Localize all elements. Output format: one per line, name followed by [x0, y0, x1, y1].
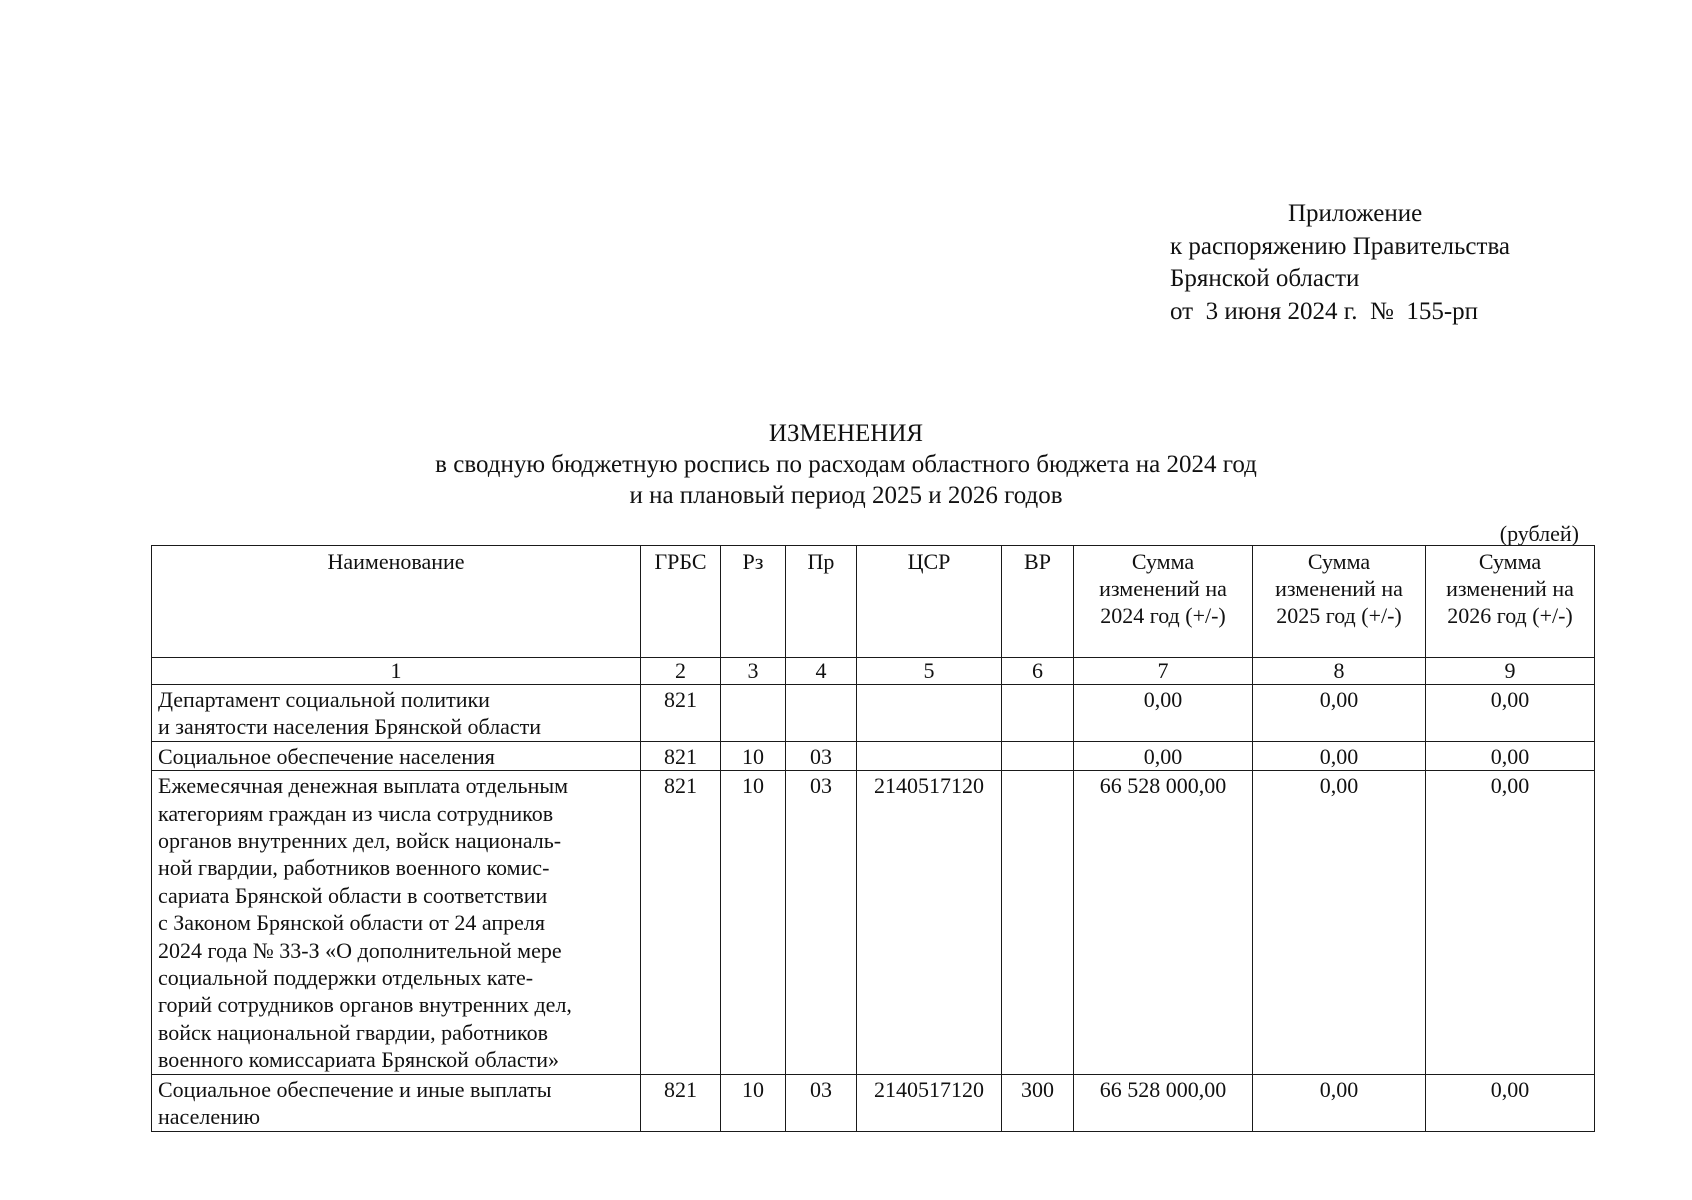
row-sum-2025: 0,00 — [1253, 685, 1426, 742]
row-rz: 10 — [721, 741, 786, 770]
row-sum-2026: 0,00 — [1426, 685, 1595, 742]
table-row — [152, 771, 1595, 1074]
column-number: 3 — [721, 658, 786, 685]
row-sum-2025: 0,00 — [1253, 1074, 1426, 1131]
row-sum-2026: 0,00 — [1426, 771, 1595, 1074]
row-grbs: 821 — [641, 741, 721, 770]
row-pr: 03 — [786, 771, 857, 1074]
header-csr: ЦСР — [857, 546, 1002, 658]
appendix-order-ref: к распоряжению Правительства — [1170, 232, 1511, 260]
row-sum-2026: 0,00 — [1426, 741, 1595, 770]
row-vr: 300 — [1002, 1074, 1074, 1131]
column-number-row — [152, 658, 1595, 685]
row-vr — [1002, 685, 1074, 742]
header-pr: Пр — [786, 546, 857, 658]
column-number: 7 — [1074, 658, 1253, 685]
column-number: 9 — [1426, 658, 1595, 685]
row-grbs: 821 — [641, 685, 721, 742]
column-number: 5 — [857, 658, 1002, 685]
row-grbs: 821 — [641, 771, 721, 1074]
row-csr — [857, 741, 1002, 770]
column-number: 4 — [786, 658, 857, 685]
row-rz: 10 — [721, 1074, 786, 1131]
column-number: 2 — [641, 658, 721, 685]
row-sum-2024: 66 528 000,00 — [1074, 771, 1253, 1074]
title-subtitle-1: в сводную бюджетную роспись по расходам областного бюджета на 2024 год — [435, 451, 1257, 478]
header-grbs: ГРБС — [641, 546, 721, 658]
header-sum-2024: Сумма изменений на 2024 год (+/-) — [1074, 546, 1253, 658]
table-row — [152, 1074, 1595, 1131]
row-pr: 03 — [786, 1074, 857, 1131]
row-sum-2025: 0,00 — [1253, 741, 1426, 770]
row-name: Ежемесячная денежная выплата отдельным категориям граждан из числа сотрудников органов внутренних дел, войск националь- ной гвардии, работников военного комис- сариата Брянской области в соответствии с Законом Брянской области от 24 апреля 2024 года № 33-З «О дополнительной мере социальной поддержки отдельных кате- горий сотрудников органов внутренних дел, войск национальной гвардии, работников военного комиссариата Брянской области» — [152, 771, 641, 1074]
row-name: Социальное обеспечение населения — [152, 741, 641, 770]
row-csr — [857, 685, 1002, 742]
budget-changes-table — [151, 545, 1595, 1132]
row-grbs: 821 — [641, 1074, 721, 1131]
row-pr — [786, 685, 857, 742]
title-heading: ИЗМЕНЕНИЯ — [768, 420, 924, 447]
row-vr — [1002, 771, 1074, 1074]
title-subtitle-2: и на плановый период 2025 и 2026 годов — [629, 482, 1063, 509]
header-sum-2026: Сумма изменений на 2026 год (+/-) — [1426, 546, 1595, 658]
document-title — [150, 418, 1542, 511]
row-sum-2026: 0,00 — [1426, 1074, 1595, 1131]
row-vr — [1002, 741, 1074, 770]
row-name: Социальное обеспечение и иные выплаты населению — [152, 1074, 641, 1131]
table-row — [152, 685, 1595, 742]
column-number: 1 — [152, 658, 641, 685]
header-name: Наименование — [152, 546, 641, 658]
header-sum-2025: Сумма изменений на 2025 год (+/-) — [1253, 546, 1426, 658]
row-sum-2024: 0,00 — [1074, 741, 1253, 770]
row-name: Департамент социальной политики и занятости населения Брянской области — [152, 685, 641, 742]
row-rz: 10 — [721, 771, 786, 1074]
row-csr: 2140517120 — [857, 1074, 1002, 1131]
row-csr: 2140517120 — [857, 771, 1002, 1074]
table-row — [152, 741, 1595, 770]
row-sum-2025: 0,00 — [1253, 771, 1426, 1074]
column-number: 6 — [1002, 658, 1074, 685]
appendix-region: Брянской области — [1170, 265, 1360, 292]
row-sum-2024: 66 528 000,00 — [1074, 1074, 1253, 1131]
row-rz — [721, 685, 786, 742]
row-sum-2024: 0,00 — [1074, 685, 1253, 742]
column-number: 8 — [1253, 658, 1426, 685]
header-rz: Рз — [721, 546, 786, 658]
row-pr: 03 — [786, 741, 857, 770]
header-vr: ВР — [1002, 546, 1074, 658]
appendix-block — [1170, 198, 1510, 328]
units-label: (рублей) — [1499, 521, 1579, 546]
appendix-date-number: от 3 июня 2024 г. № 155-рп — [1170, 297, 1479, 325]
appendix-label: Приложение — [1288, 200, 1423, 227]
header-row — [152, 546, 1595, 658]
